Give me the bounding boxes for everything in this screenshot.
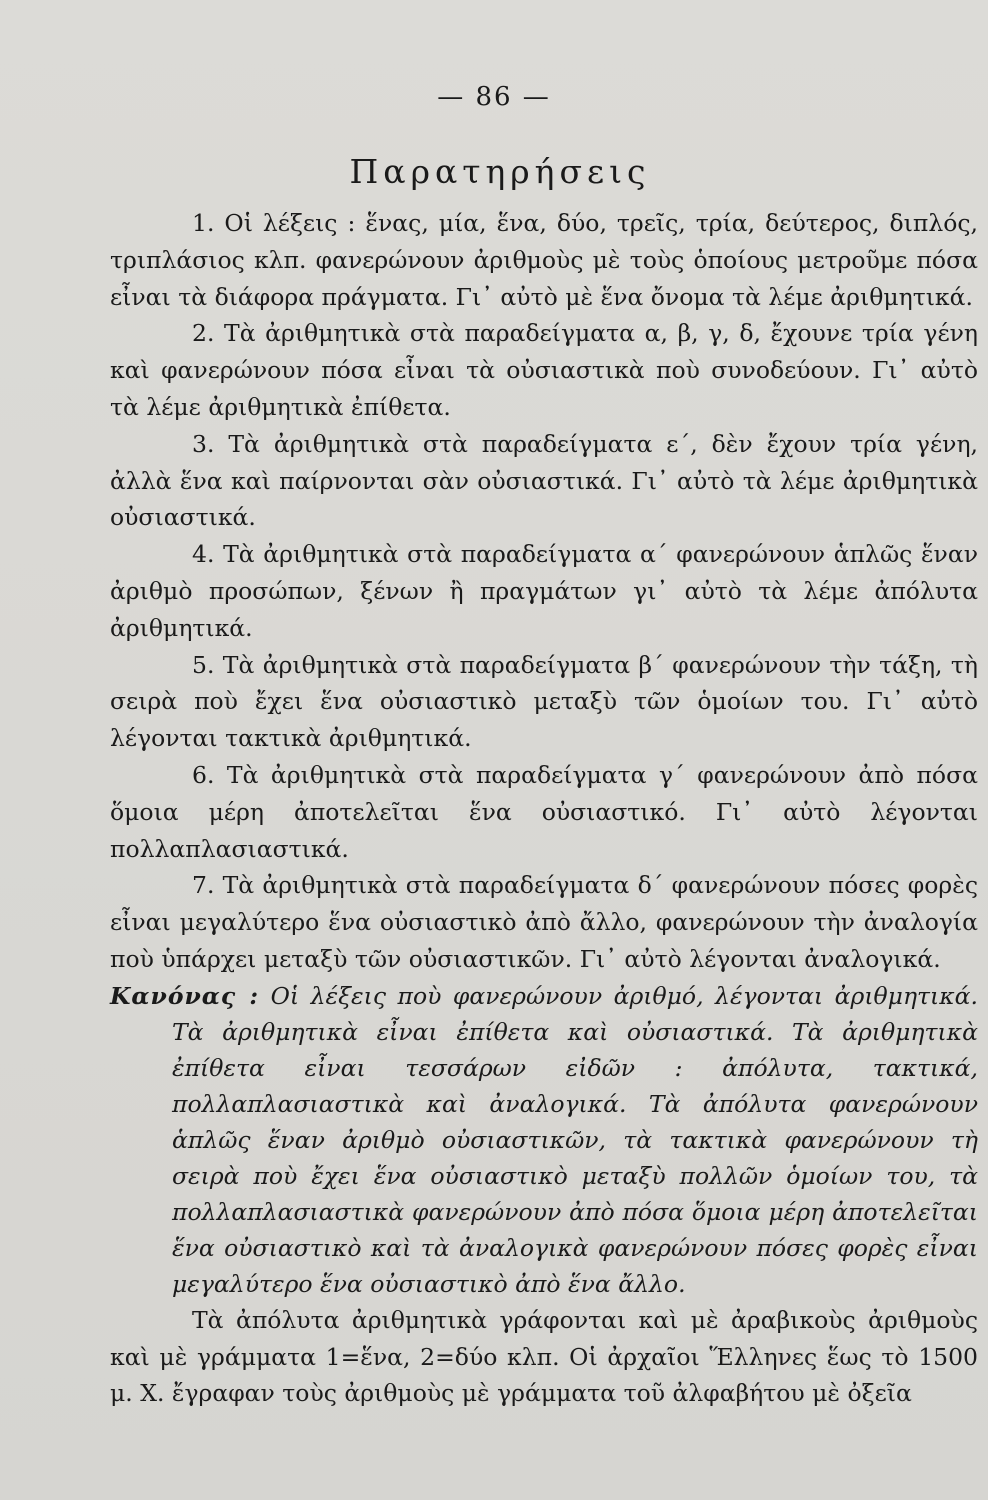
- body-text: [110, 205, 978, 1412]
- observation-2: 2. Τὰ ἀριθμητικὰ στὰ παραδείγματα α, β, γ, δ, ἔχουνε τρία γένη καὶ φανερώνουν πόσα εἶναι τὰ οὐσιαστικὰ ποὺ συνοδεύουν. Γι᾿ αὐτὸ τὰ λέμε ἀριθμητικὰ ἐπίθετα.: [110, 319, 978, 421]
- rule-label: Κανόνας :: [110, 981, 260, 1010]
- rule-block: [110, 978, 978, 1302]
- observation-5: 5. Τὰ ἀριθμητικὰ στὰ παραδείγματα β΄ φανερώνουν τὴν τάξη, τὴ σειρὰ ποὺ ἔχει ἕνα οὐσιαστικὸ μεταξὺ τῶν ὁμοίων του. Γι᾿ αὐτὸ λέγονται τακτικὰ ἀριθμητικά.: [110, 650, 978, 753]
- observation-6: 6. Τὰ ἀριθμητικὰ στὰ παραδείγματα γ΄ φανερώνουν ἀπὸ πόσα ὅμοια μέρη ἀποτελεῖται ἕνα οὐσιαστικό. Γι᾿ αὐτὸ λέγονται πολλαπλασιαστικά.: [110, 760, 978, 863]
- section-heading: Παρατηρήσεις: [349, 152, 651, 191]
- closing-paragraph: Τὰ ἀπόλυτα ἀριθμητικὰ γράφονται καὶ μὲ ἀραβικοὺς ἀριθμοὺς καὶ μὲ γράμματα 1=ἕνα, 2=δύο κλπ. Οἱ ἀρχαῖοι Ἕλληνες ἕως τὸ 1500 μ. Χ. ἔγραφαν τοὺς ἀριθμοὺς μὲ γράμματα τοῦ ἀλφαβήτου μὲ ὀξεῖα: [110, 1305, 978, 1408]
- observation-1: 1. Οἱ λέξεις : ἕνας, μία, ἕνα, δύο, τρεῖς, τρία, δεύτερος, διπλός, τριπλάσιος κλπ. φανερώνουν ἀριθμοὺς μὲ τοὺς ὁποίους μετροῦμε πόσα εἶναι τὰ διάφορα πράγματα. Γι᾿ αὐτὸ μὲ ἕνα ὄνομα τὰ λέμε ἀριθμητικά.: [110, 209, 978, 311]
- rule-text: Οἱ λέξεις ποὺ φανερώνουν ἀριθμό, λέγονται ἀριθμητικά. Τὰ ἀριθμητικὰ εἶναι ἐπίθετα καὶ οὐσιαστικά. Τὰ ἀριθμητικὰ ἐπίθετα εἶναι τεσσάρων εἰδῶν : ἀπόλυτα, τακτικά, πολλαπλασιαστικὰ καὶ ἀναλογικά. Τὰ ἀπόλυτα φανερώνουν ἁπλῶς ἕναν ἀριθμὸ οὐσιαστικῶν, τὰ τακτικὰ φανερώνουν τὴ σειρὰ ποὺ ἔχει ἕνα οὐσιαστικὸ μεταξὺ πολλῶν ὁμοίων του, τὰ πολλαπλασιαστικὰ φανερώνουν ἀπὸ πόσα ὅμοια μέρη ἀποτελεῖται ἕνα οὐσιαστικὸ καὶ τὰ ἀναλογικὰ φανερώνουν πόσες φορὲς εἶναι μεγαλύτερο ἕνα οὐσιαστικὸ ἀπὸ ἕνα ἄλλο.: [172, 981, 978, 1298]
- page-number: — 86 —: [437, 82, 551, 112]
- observation-4: 4. Τὰ ἀριθμητικὰ στὰ παραδείγματα α΄ φανερώνουν ἁπλῶς ἕναν ἀριθμὸ προσώπων, ξένων ἢ πραγμάτων γι᾿ αὐτὸ τὰ λέμε ἀπόλυτα ἀριθμητικά.: [110, 540, 978, 642]
- observation-7: 7. Τὰ ἀριθμητικὰ στὰ παραδείγματα δ΄ φανερώνουν πόσες φορὲς εἶναι μεγαλύτερο ἕνα οὐσιαστικὸ ἀπὸ ἄλλο, φανερώνουν τὴν ἀναλογία ποὺ ὑπάρχει μεταξὺ τῶν οὐσιαστικῶν. Γι᾿ αὐτὸ λέγονται ἀναλογικά.: [110, 871, 978, 973]
- observation-3: 3. Τὰ ἀριθμητικὰ στὰ παραδείγματα ε΄, δὲν ἔχουν τρία γένη, ἀλλὰ ἕνα καὶ παίρνονται σὰν οὐσιαστικά. Γι᾿ αὐτὸ τὰ λέμε ἀριθμητικὰ οὐσιαστικά.: [110, 429, 978, 532]
